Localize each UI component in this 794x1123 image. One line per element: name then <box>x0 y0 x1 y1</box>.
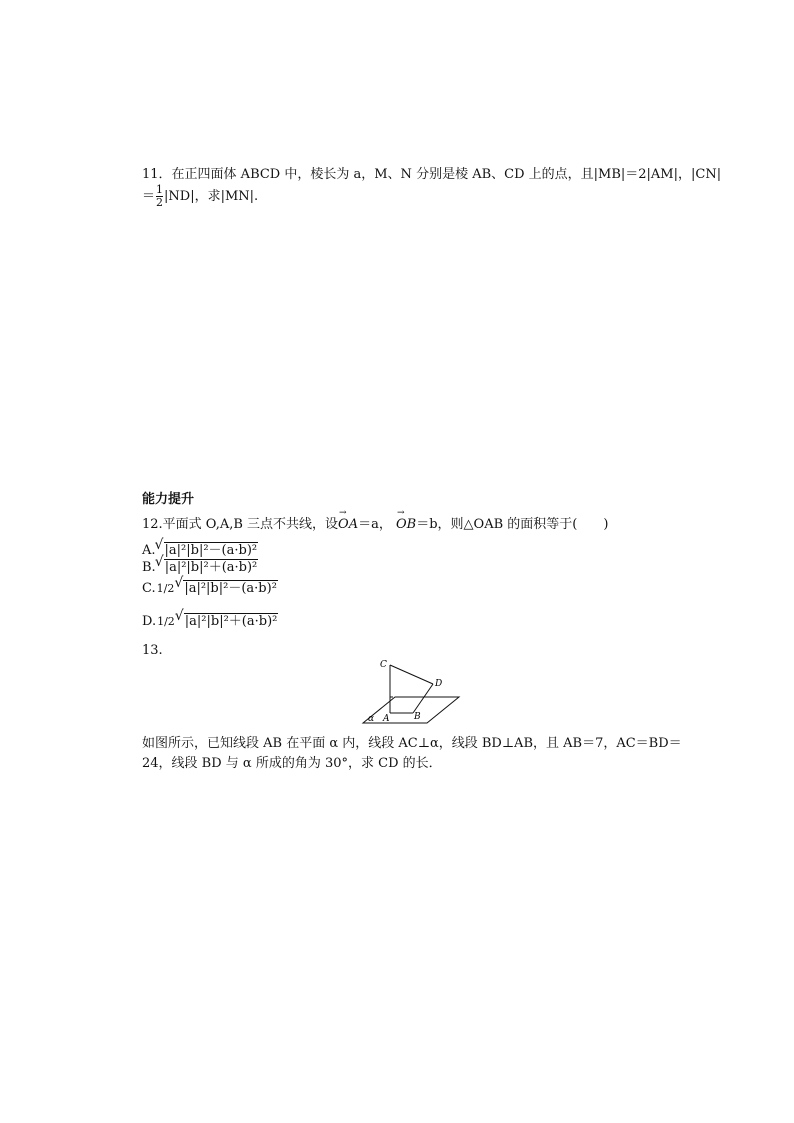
q13-figure <box>355 655 465 727</box>
q12-eq-b: ＝b，则△OAB 的面积等于( ) <box>416 517 609 532</box>
q12-option-d-rad: |a|²|b|²＋(a·b)² <box>184 614 278 629</box>
q12-option-c <box>142 577 278 596</box>
q13-label: 13. <box>142 643 163 658</box>
q11-label: 11． <box>142 167 172 182</box>
q11-frac-num: 1 <box>156 183 164 196</box>
q12-stem-a: 12.平面式 O,A,B 三点不共线，设 <box>142 517 339 532</box>
q12-option-a-rad: |a|²|b|²－(a·b)² <box>164 543 258 558</box>
q11-text-line1: 在正四面体 ABCD 中，棱长为 a，M、N 分别是棱 AB、CD 上的点，且|MB|＝2|AM|，|CN| <box>171 167 722 182</box>
label-a: A <box>383 714 390 724</box>
label-d: D <box>435 679 443 689</box>
q11-frac-den: 2 <box>156 196 164 209</box>
q12-option-b-rad: |a|²|b|²＋(a·b)² <box>164 560 258 575</box>
q12-option-d-sqrt <box>176 610 279 629</box>
label-alpha: α <box>368 714 375 724</box>
q13-text-line2: 24，线段 BD 与 α 所成的角为 30°，求 CD 的长． <box>142 756 442 771</box>
q11-line1 <box>142 163 721 182</box>
q12-option-c-frac: 1/2 <box>156 581 175 595</box>
plane-alpha <box>363 697 459 723</box>
q12-option-a-label: A. <box>142 543 156 558</box>
q12-option-b-sqrt <box>156 556 259 575</box>
q12-eq-a: ＝a， <box>358 517 392 532</box>
q12-vector-oa: → OA <box>338 517 358 532</box>
q11-equals: ＝ <box>142 189 156 204</box>
segment-bd <box>413 684 433 713</box>
label-b: B <box>414 712 421 722</box>
segment-cd <box>390 665 433 684</box>
q12-option-d <box>142 610 278 629</box>
q12-option-c-label: C. <box>142 581 156 596</box>
q11-line2 <box>142 184 258 209</box>
q12-option-d-label: D. <box>142 614 157 629</box>
q11-fraction <box>156 184 163 209</box>
q12-stem <box>142 513 608 532</box>
label-c: C <box>380 660 387 670</box>
q12-option-b-label: B. <box>142 560 156 575</box>
q12-option-c-sqrt <box>175 577 278 596</box>
q11-text-line2: |ND|，求|MN|. <box>164 189 259 204</box>
section-title: 能力提升 <box>142 492 195 507</box>
q13-text-line1: 如图所示，已知线段 AB 在平面 α 内，线段 AC⊥α，线段 BD⊥AB，且 AB＝7，AC＝BD＝ <box>142 736 682 751</box>
q12-option-b <box>142 556 258 575</box>
q12-vector-ob: → OB <box>396 517 416 532</box>
q12-option-c-rad: |a|²|b|²－(a·b)² <box>184 581 277 596</box>
q12-option-d-frac: 1/2 <box>157 614 175 628</box>
